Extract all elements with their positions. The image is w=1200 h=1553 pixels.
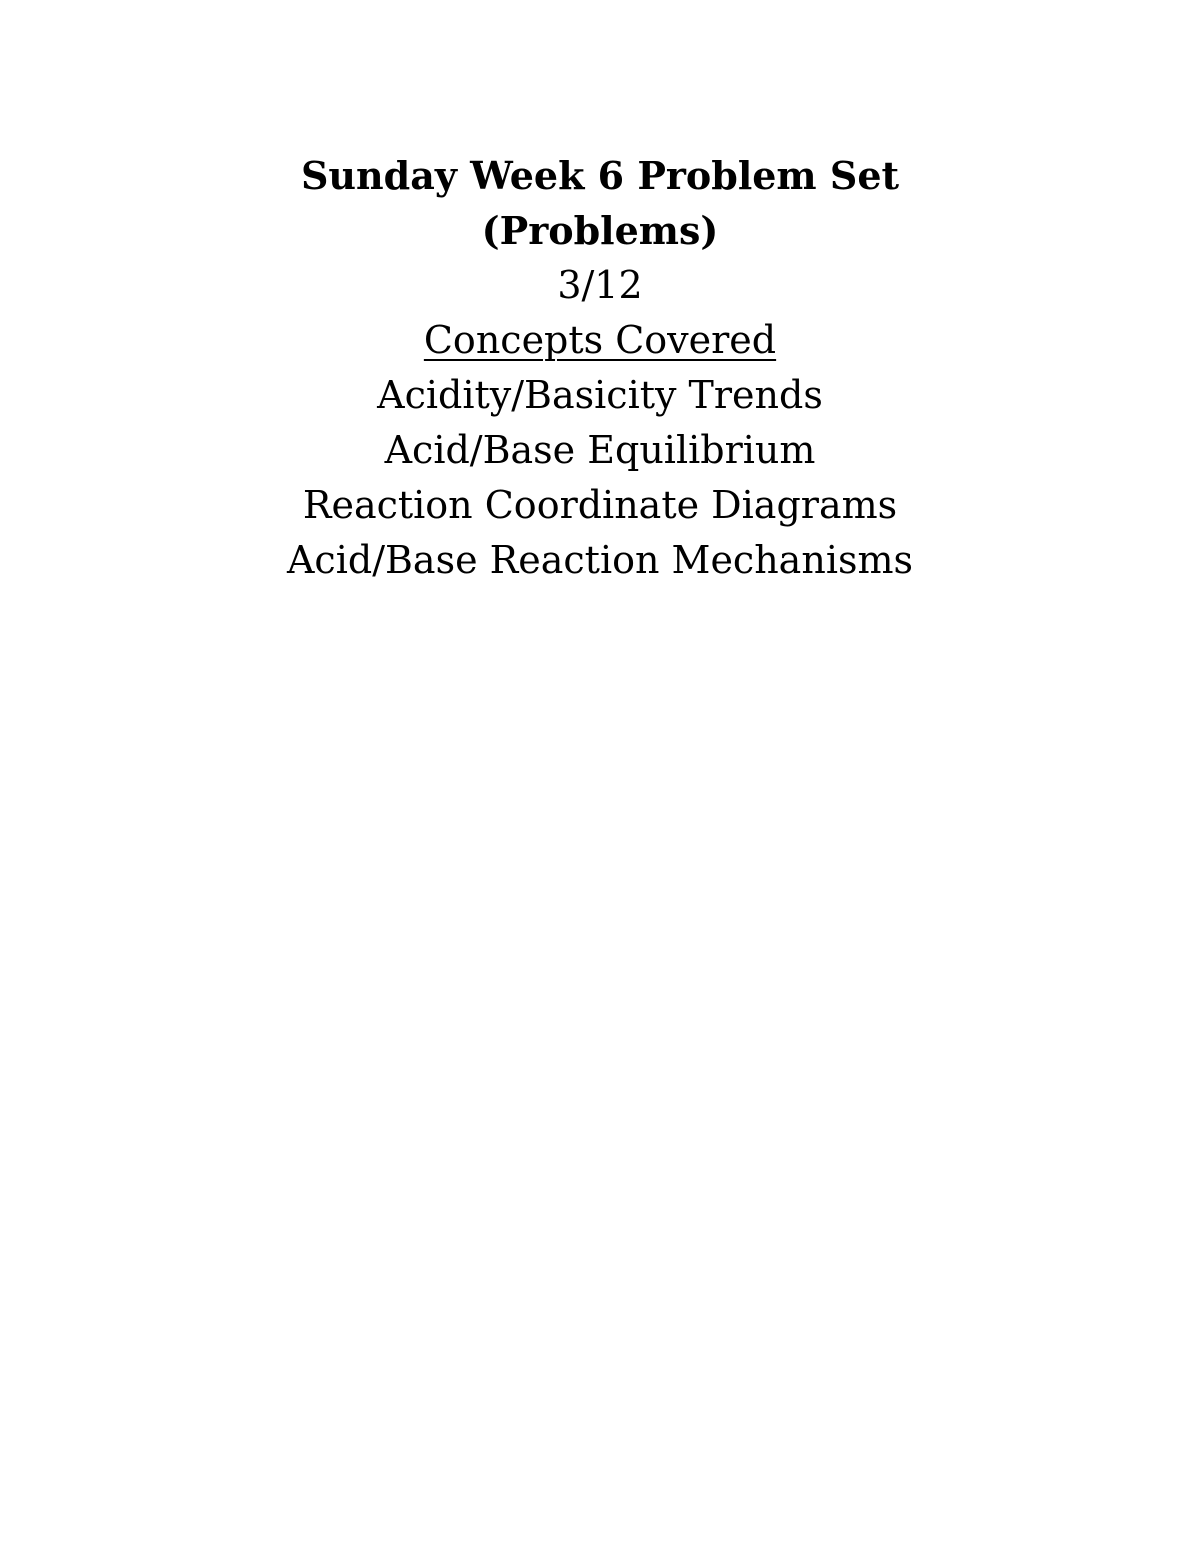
- concept-item: Reaction Coordinate Diagrams: [302, 483, 898, 527]
- concept-item: Acidity/Basicity Trends: [377, 373, 823, 417]
- concept-item: Acid/Base Equilibrium: [384, 428, 816, 472]
- document-title-line-2: (Problems): [481, 208, 719, 253]
- concepts-heading: Concepts Covered: [423, 318, 777, 362]
- concept-item: Acid/Base Reaction Mechanisms: [286, 538, 914, 582]
- document-title-line-1: Sunday Week 6 Problem Set: [300, 153, 900, 198]
- document-date: 3/12: [557, 263, 643, 307]
- cover-content: [0, 148, 1200, 588]
